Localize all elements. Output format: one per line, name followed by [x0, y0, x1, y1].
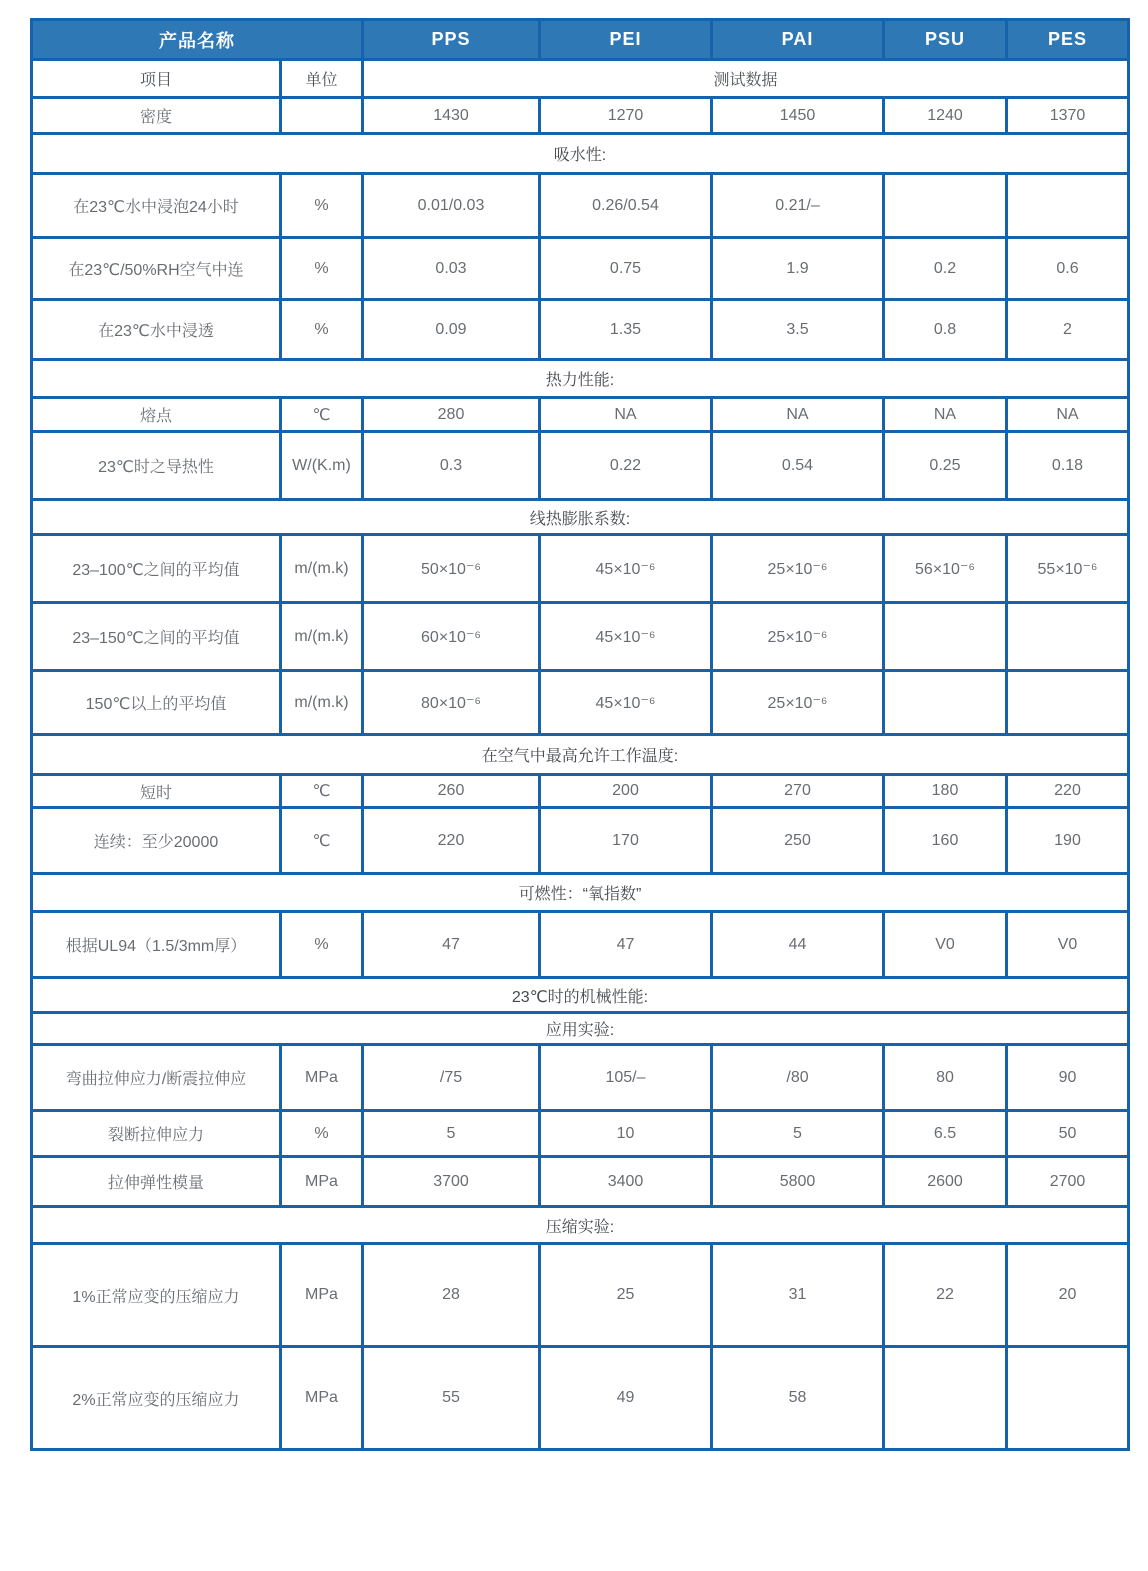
test-data-header: 测试数据: [363, 60, 1129, 98]
table-row: [32, 398, 1129, 432]
value-cell: 0.2: [884, 238, 1007, 300]
table-row: [32, 535, 1129, 603]
unit-cell: %: [281, 238, 363, 300]
section-title: 吸水性:: [32, 134, 1129, 174]
table-row: [32, 432, 1129, 500]
unit-cell: %: [281, 300, 363, 360]
value-cell: 6.5: [884, 1111, 1007, 1157]
table-row: [32, 174, 1129, 238]
value-cell: 220: [1007, 775, 1129, 808]
section-title: 线热膨胀系数:: [32, 500, 1129, 535]
value-cell: [884, 174, 1007, 238]
column-header-pps: PPS: [363, 20, 540, 60]
column-header-pai: PAI: [712, 20, 884, 60]
value-cell: [1007, 671, 1129, 735]
value-cell: 47: [363, 912, 540, 978]
value-cell: /75: [363, 1045, 540, 1111]
value-cell: [1007, 603, 1129, 671]
unit-cell: m/(m.k): [281, 671, 363, 735]
row-label: 短时: [32, 775, 281, 808]
value-cell: 45×10⁻⁶: [540, 603, 712, 671]
unit-cell: ℃: [281, 808, 363, 874]
value-cell: [884, 1347, 1007, 1450]
unit-header: 单位: [281, 60, 363, 98]
row-label: 拉伸弹性模量: [32, 1157, 281, 1207]
value-cell: 25×10⁻⁶: [712, 535, 884, 603]
unit-cell: MPa: [281, 1244, 363, 1347]
value-cell: 0.01/0.03: [363, 174, 540, 238]
section-title: 23℃时的机械性能:: [32, 978, 1129, 1013]
unit-cell: m/(m.k): [281, 603, 363, 671]
value-cell: 3700: [363, 1157, 540, 1207]
value-cell: 0.3: [363, 432, 540, 500]
section-row: [32, 978, 1129, 1013]
section-title: 热力性能:: [32, 360, 1129, 398]
section-row: [32, 735, 1129, 775]
section-row: [32, 874, 1129, 912]
value-cell: 1370: [1007, 98, 1129, 134]
value-cell: 47: [540, 912, 712, 978]
value-cell: 31: [712, 1244, 884, 1347]
value-cell: 20: [1007, 1244, 1129, 1347]
column-header-psu: PSU: [884, 20, 1007, 60]
value-cell: 270: [712, 775, 884, 808]
unit-cell: %: [281, 912, 363, 978]
value-cell: 180: [884, 775, 1007, 808]
value-cell: 0.75: [540, 238, 712, 300]
value-cell: 5: [363, 1111, 540, 1157]
row-label: 弯曲拉伸应力/断震拉伸应: [32, 1045, 281, 1111]
value-cell: 1.35: [540, 300, 712, 360]
value-cell: NA: [1007, 398, 1129, 432]
row-label: 在23℃水中浸透: [32, 300, 281, 360]
table-row: [32, 98, 1129, 134]
value-cell: 28: [363, 1244, 540, 1347]
table-row: [32, 603, 1129, 671]
value-cell: 55×10⁻⁶: [1007, 535, 1129, 603]
value-cell: 50: [1007, 1111, 1129, 1157]
value-cell: 0.18: [1007, 432, 1129, 500]
row-label: 23℃时之导热性: [32, 432, 281, 500]
section-row: [32, 1207, 1129, 1244]
value-cell: 160: [884, 808, 1007, 874]
value-cell: 44: [712, 912, 884, 978]
value-cell: 60×10⁻⁶: [363, 603, 540, 671]
section-row: [32, 500, 1129, 535]
section-title: 应用实验:: [32, 1013, 1129, 1045]
row-label: 在23℃水中浸泡24小时: [32, 174, 281, 238]
value-cell: 220: [363, 808, 540, 874]
value-cell: 58: [712, 1347, 884, 1450]
value-cell: 49: [540, 1347, 712, 1450]
section-title: 可燃性：“氧指数”: [32, 874, 1129, 912]
table-row: [32, 671, 1129, 735]
unit-cell: %: [281, 174, 363, 238]
row-label: 23–150℃之间的平均值: [32, 603, 281, 671]
value-cell: 250: [712, 808, 884, 874]
unit-cell: [281, 98, 363, 134]
value-cell: 90: [1007, 1045, 1129, 1111]
value-cell: 56×10⁻⁶: [884, 535, 1007, 603]
table-row: [32, 808, 1129, 874]
unit-cell: ℃: [281, 398, 363, 432]
value-cell: 1430: [363, 98, 540, 134]
value-cell: [1007, 174, 1129, 238]
value-cell: 170: [540, 808, 712, 874]
value-cell: V0: [884, 912, 1007, 978]
value-cell: NA: [884, 398, 1007, 432]
row-label: 1%正常应变的压缩应力: [32, 1244, 281, 1347]
row-label: 在23℃/50%RH空气中连: [32, 238, 281, 300]
value-cell: 5800: [712, 1157, 884, 1207]
row-label: 150℃以上的平均值: [32, 671, 281, 735]
value-cell: 0.8: [884, 300, 1007, 360]
value-cell: 1.9: [712, 238, 884, 300]
value-cell: 260: [363, 775, 540, 808]
value-cell: 0.54: [712, 432, 884, 500]
value-cell: 25: [540, 1244, 712, 1347]
table-row: [32, 912, 1129, 978]
table-row: [32, 1157, 1129, 1207]
unit-cell: %: [281, 1111, 363, 1157]
row-label: 连续：至少20000: [32, 808, 281, 874]
value-cell: 80×10⁻⁶: [363, 671, 540, 735]
value-cell: NA: [540, 398, 712, 432]
value-cell: [1007, 1347, 1129, 1450]
table-row: [32, 300, 1129, 360]
value-cell: 10: [540, 1111, 712, 1157]
value-cell: 1450: [712, 98, 884, 134]
unit-cell: m/(m.k): [281, 535, 363, 603]
row-label: 23–100℃之间的平均值: [32, 535, 281, 603]
section-title: 压缩实验:: [32, 1207, 1129, 1244]
table-row: [32, 1244, 1129, 1347]
section-title: 在空气中最高允许工作温度:: [32, 735, 1129, 775]
value-cell: 22: [884, 1244, 1007, 1347]
section-row: [32, 360, 1129, 398]
row-label: 密度: [32, 98, 281, 134]
section-row: [32, 1013, 1129, 1045]
product-spec-table: [30, 18, 1130, 1451]
value-cell: 25×10⁻⁶: [712, 671, 884, 735]
value-cell: 1240: [884, 98, 1007, 134]
row-label: 裂断拉伸应力: [32, 1111, 281, 1157]
column-header-pei: PEI: [540, 20, 712, 60]
value-cell: 25×10⁻⁶: [712, 603, 884, 671]
section-row: [32, 134, 1129, 174]
table-row: [32, 1111, 1129, 1157]
value-cell: 3400: [540, 1157, 712, 1207]
value-cell: NA: [712, 398, 884, 432]
value-cell: 190: [1007, 808, 1129, 874]
value-cell: 0.25: [884, 432, 1007, 500]
value-cell: V0: [1007, 912, 1129, 978]
column-header-pes: PES: [1007, 20, 1129, 60]
value-cell: 0.09: [363, 300, 540, 360]
value-cell: 2600: [884, 1157, 1007, 1207]
value-cell: 2: [1007, 300, 1129, 360]
value-cell: [884, 671, 1007, 735]
value-cell: 0.22: [540, 432, 712, 500]
value-cell: 1270: [540, 98, 712, 134]
value-cell: 55: [363, 1347, 540, 1450]
value-cell: 3.5: [712, 300, 884, 360]
value-cell: 80: [884, 1045, 1007, 1111]
value-cell: 105/–: [540, 1045, 712, 1111]
table-body: [32, 98, 1129, 1450]
value-cell: 0.6: [1007, 238, 1129, 300]
unit-cell: W/(K.m): [281, 432, 363, 500]
value-cell: 0.03: [363, 238, 540, 300]
value-cell: 200: [540, 775, 712, 808]
table-row: [32, 775, 1129, 808]
row-label: 2%正常应变的压缩应力: [32, 1347, 281, 1450]
value-cell: [884, 603, 1007, 671]
value-cell: 0.21/–: [712, 174, 884, 238]
value-cell: 2700: [1007, 1157, 1129, 1207]
table-row: [32, 1045, 1129, 1111]
sub-header-row: [32, 60, 1129, 98]
unit-cell: MPa: [281, 1157, 363, 1207]
value-cell: 0.26/0.54: [540, 174, 712, 238]
unit-cell: MPa: [281, 1347, 363, 1450]
table-row: [32, 1347, 1129, 1450]
value-cell: 50×10⁻⁶: [363, 535, 540, 603]
unit-cell: MPa: [281, 1045, 363, 1111]
unit-cell: ℃: [281, 775, 363, 808]
item-header: 项目: [32, 60, 281, 98]
value-cell: 45×10⁻⁶: [540, 671, 712, 735]
product-name-header: 产品名称: [32, 20, 363, 60]
value-cell: 45×10⁻⁶: [540, 535, 712, 603]
value-cell: 280: [363, 398, 540, 432]
product-header-row: [32, 20, 1129, 60]
table-row: [32, 238, 1129, 300]
row-label: 熔点: [32, 398, 281, 432]
value-cell: 5: [712, 1111, 884, 1157]
value-cell: /80: [712, 1045, 884, 1111]
row-label: 根据UL94（1.5/3mm厚）: [32, 912, 281, 978]
